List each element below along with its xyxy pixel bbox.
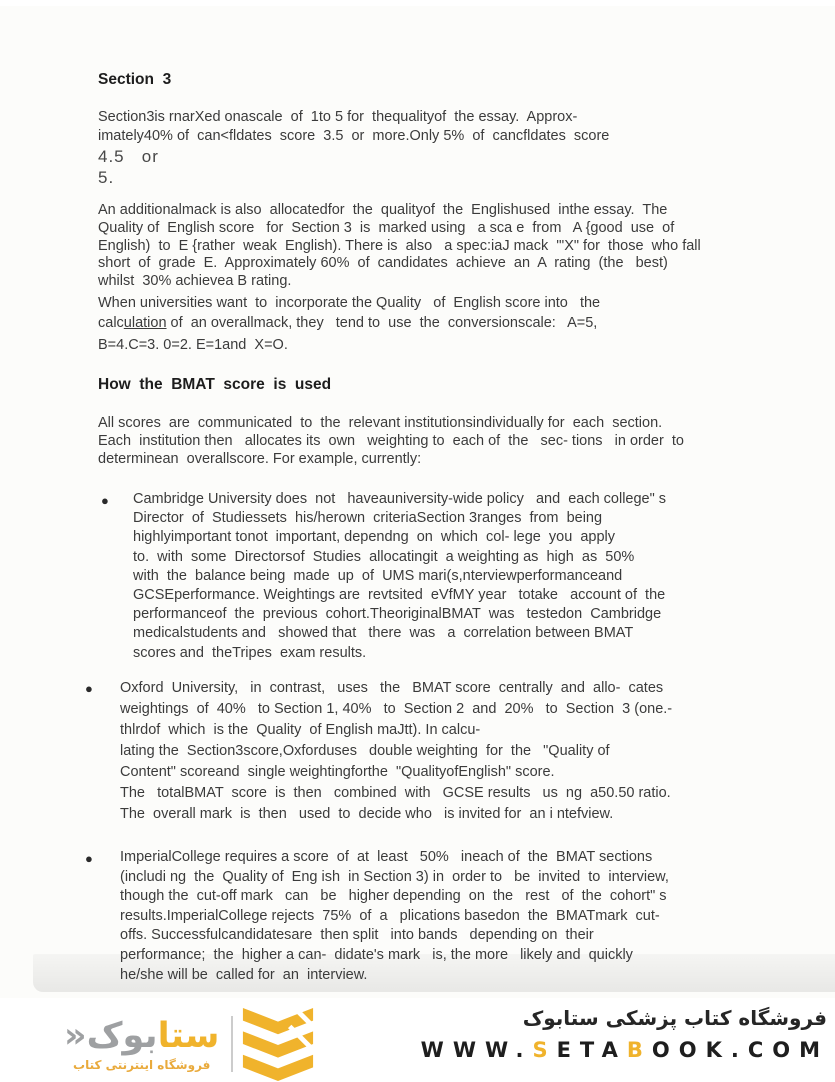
store-title: فروشگاه کتاب پزشکی ستابوک <box>522 1006 827 1030</box>
logo-separator <box>231 1016 233 1072</box>
text-line: performance; the higher a can- didate's mark is, the more likely and quickly <box>120 946 633 963</box>
subsection-heading: How the BMAT score is used <box>98 376 332 393</box>
text-line: lating the Section3score,Oxforduses double weighting for the "Quality of <box>120 743 610 759</box>
text-line: he/she will be called for an interview. <box>120 966 368 983</box>
text-line: thlrdof which is the Quality of English maJtt). In calcu- <box>120 722 481 738</box>
text-line: weightings of 40% to Section 1, 40% to Section 2 and 20% to Section 3 (one.- <box>120 701 673 717</box>
text-line: imately40% of can<fldates score 3.5 or more.Only 5% of cancfldates score <box>98 128 610 144</box>
text-line: When universities want to incorporate the Quality of English score into the <box>98 295 601 311</box>
text-line: though the cut-off mark can be higher depending on the rest of the cohort" s <box>120 888 667 905</box>
text-line: highlyimportant tonot important, dependng on which col- lege you apply <box>133 529 616 546</box>
text-line: performanceof the previous cohort.TheoriginalBMAT was testedon Cambridge <box>133 606 662 623</box>
bullet-text <box>120 848 760 985</box>
text-line: 5. <box>98 168 115 187</box>
chevrons-icon <box>242 1006 314 1082</box>
url-highlight-s: S <box>532 1038 557 1062</box>
paragraph-score-use-intro <box>98 414 684 468</box>
logo-wordmark <box>64 1016 219 1056</box>
setabook-logo <box>64 1006 314 1082</box>
text-line: English) to E {rather weak English). There is also a spec:iaJ mack '"X" for those who fall <box>98 237 701 254</box>
text-line: The overall mark is then used to decide who is invited for an i ntefview. <box>120 806 614 822</box>
wordmark-gray-part: بوک <box>86 1016 158 1056</box>
text-line: B=4.C=3. 0=2. E=1and X=O. <box>98 337 288 353</box>
paragraph-marking-scale <box>98 108 609 188</box>
url-segment: WWW. <box>420 1038 533 1062</box>
bullet-icon: ● <box>85 681 93 696</box>
text-line: Section3is rnarXed onascale of 1to 5 for thequalityof the essay. Approx- <box>98 109 578 125</box>
website-url <box>421 1038 829 1062</box>
text-line: results.ImperialCollege rejects 75% of a plications basedon the BMATmark cut- <box>120 907 660 924</box>
text-line: Director of Studiessets his/herown criteriaSection 3ranges from being <box>133 510 603 527</box>
paragraph-quality-of-english <box>98 202 701 291</box>
text-line: ImperialCollege requires a score of at least 50% ineach of the BMAT sections <box>120 849 653 865</box>
logo-wordmark-block <box>64 1016 219 1072</box>
text-line: 4.5 or <box>98 147 159 166</box>
text-line: (includi ng the Quality of Eng ish in Section 3) in order to be invited to interview, <box>120 868 669 885</box>
footer-banner <box>0 998 835 1080</box>
text-segment: calc <box>98 315 124 331</box>
underlined-text-segment: ulation <box>123 315 167 331</box>
section-heading: Section 3 <box>98 71 172 88</box>
text-line: Each institution then allocates its own weighting to each of the sec- tions in order to <box>98 433 684 449</box>
wordmark-yellow-part: ستا <box>157 1016 220 1056</box>
bullet-icon: ● <box>85 851 93 866</box>
bullet-text <box>120 678 760 825</box>
logo-tagline: فروشگاه اینترنتی کتاب <box>73 1058 211 1072</box>
text-line: The totalBMAT score is then combined with GCSE results us ng a50.50 ratio. <box>120 785 671 801</box>
text-segment: of an overallmack, they tend to use the conversionscale: A=5, <box>166 315 598 331</box>
text-line: scores and theTripes exam results. <box>133 644 367 661</box>
bullet-text <box>133 490 753 663</box>
text-line: medicalstudents and showed that there was a correlation between BMAT <box>133 625 634 642</box>
text-line: GCSEperformance. Weightings are revtsited eVfMY year totake account of the <box>133 587 666 604</box>
text-line: Oxford University, in contrast, uses the BMAT score centrally and allo- cates <box>120 680 664 696</box>
text-line: to. with some Directorsof Studies allocatingit a weighting as high as 50% <box>133 548 635 565</box>
text-line: Quality of English score for Section 3 is marked using a sca e from A {good use of <box>98 219 675 236</box>
text-line: Content" scoreand single weightingforthe "QualityofEnglish" score. <box>120 764 555 780</box>
text-line: short of grade E. Approximately 60% of candidates achieve an A rating (the best) <box>98 255 668 272</box>
bullet-icon: ● <box>101 493 109 508</box>
wordmark-guillemet: « <box>64 1016 87 1056</box>
text-line: offs. Successfulcandidatesare then split into bands depending on their <box>120 927 594 944</box>
text-line: whilst 30% achievea B rating. <box>98 273 292 290</box>
text-line: All scores are communicated to the relevant institutionsindividually for each section. <box>98 415 663 431</box>
text-line: Cambridge University does not haveauniversity-wide policy and each college" s <box>133 491 667 507</box>
url-segment: OOK.COM <box>651 1038 829 1062</box>
url-segment: ETA <box>556 1038 627 1062</box>
footer-text-block <box>421 1004 829 1062</box>
text-line: An additionalmack is also allocatedfor the qualityof the Englishused inthe essay. The <box>98 202 668 218</box>
text-line: with the balance being made up of UMS mari(s,nterviewperformanceand <box>133 567 623 584</box>
url-highlight-b: B <box>626 1038 652 1062</box>
text-line: determinean overallscore. For example, currently: <box>98 451 422 467</box>
text-line <box>98 313 600 333</box>
paragraph-conversion-scale <box>98 293 600 355</box>
